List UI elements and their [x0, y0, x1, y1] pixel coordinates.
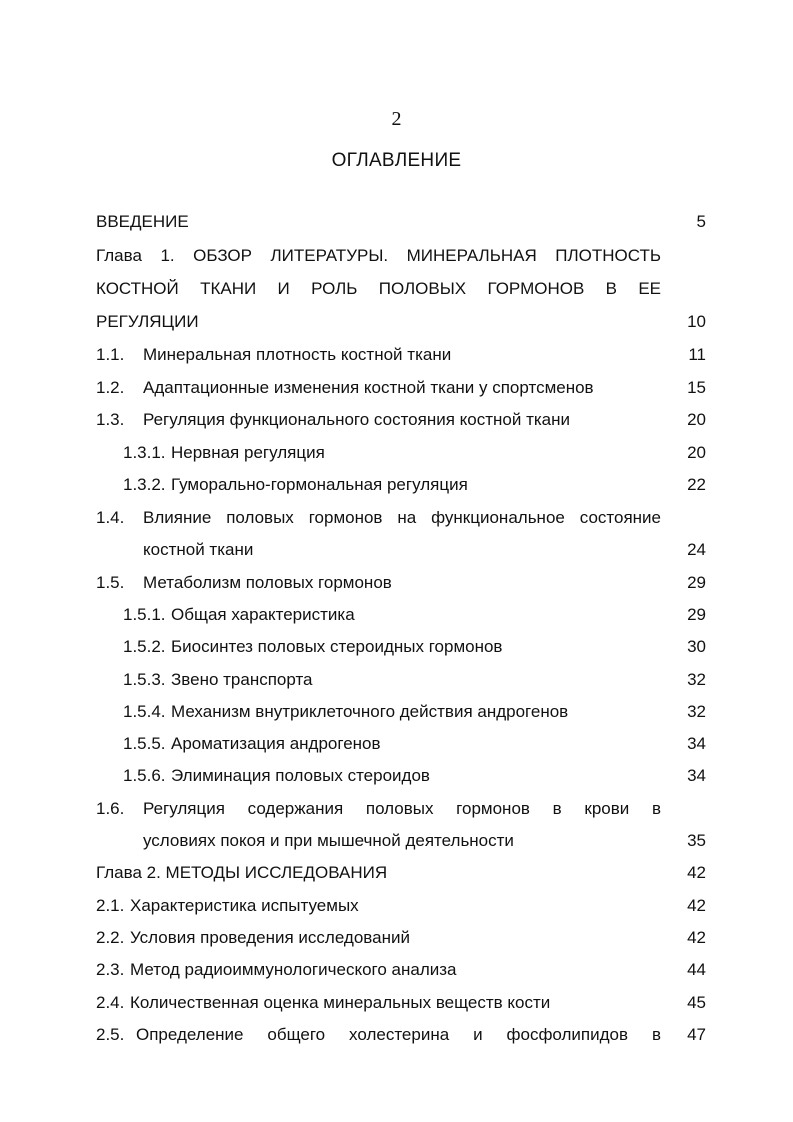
toc-entry-2-5	[0, 1025, 793, 1055]
toc-entry-number: 1.2.	[96, 378, 125, 397]
toc-entry-text: Общая характеристика	[171, 605, 355, 624]
toc-entry-2-2	[0, 928, 793, 958]
page-number: 2	[391, 108, 402, 130]
toc-title: ОГЛАВЛЕНИЕ	[331, 150, 462, 171]
toc-entry-text: Условия проведения исследований	[130, 928, 410, 947]
toc-entry-page: 42	[687, 863, 706, 882]
toc-entry-number: 1.3.2.	[123, 475, 166, 494]
toc-entry-number: 1.3.1.	[123, 443, 166, 462]
toc-entry-1-3-1	[0, 443, 793, 473]
toc-entry-text: Нервная регуляция	[171, 443, 325, 462]
toc-entry-page: 32	[687, 702, 706, 721]
toc-entry-1-2	[0, 378, 793, 408]
toc-entry-1-5-5	[0, 734, 793, 764]
toc-entry-text: Метод радиоиммунологического анализа	[130, 960, 457, 979]
toc-entry-text: Адаптационные изменения костной ткани у спортсменов	[143, 378, 594, 397]
toc-entry-text: Глава 2. МЕТОДЫ ИССЛЕДОВАНИЯ	[96, 863, 388, 882]
toc-entry-number: 2.1.	[96, 896, 125, 915]
toc-entry-text: Характеристика испытуемых	[130, 896, 359, 915]
toc-entry-chapter-2	[0, 863, 793, 893]
toc-entry-page: 30	[687, 637, 706, 656]
toc-entry-page: 34	[687, 766, 706, 785]
toc-entry-page: 29	[687, 573, 706, 592]
toc-entry-2-4	[0, 993, 793, 1023]
toc-entry-2-3	[0, 960, 793, 990]
toc-entry-page: 10	[687, 312, 706, 331]
toc-entry-text: Биосинтез половых стероидных гормонов	[171, 637, 503, 656]
toc-entry-page: 32	[687, 670, 706, 689]
toc-entry-1-1	[0, 345, 793, 375]
toc-entry-number: 2.5.	[96, 1025, 125, 1044]
toc-entry-page: 24	[687, 540, 706, 559]
toc-entry-text: Механизм внутриклеточного действия андрогенов	[171, 702, 569, 721]
toc-entry-text: Ароматизация андрогенов	[171, 734, 381, 753]
toc-entry-number: 1.5.	[96, 573, 125, 592]
toc-entry-chapter-1	[0, 246, 793, 276]
toc-entry-page: 22	[687, 475, 706, 494]
toc-entry-text: КОСТНОЙ ТКАНИ И РОЛЬ ПОЛОВЫХ ГОРМОНОВ В ЕЕ	[96, 279, 661, 298]
toc-entry-text: Глава 1. ОБЗОР ЛИТЕРАТУРЫ. МИНЕРАЛЬНАЯ ПЛОТНОСТЬ	[96, 246, 661, 265]
toc-entry-1-5-1	[0, 605, 793, 635]
toc-entry-page: 11	[688, 345, 706, 364]
toc-entry-number: 1.5.4.	[123, 702, 166, 721]
toc-entry-1-5-3	[0, 670, 793, 700]
toc-entry-number: 1.5.2.	[123, 637, 166, 656]
toc-entry-page: 20	[687, 410, 706, 429]
toc-entry-1-5-4	[0, 702, 793, 732]
toc-entry-1-6-cont	[0, 831, 793, 861]
toc-entry-text: Минеральная плотность костной ткани	[143, 345, 452, 364]
toc-entry-1-4	[0, 508, 793, 538]
toc-entry-page: 15	[687, 378, 706, 397]
toc-entry-page: 47	[687, 1025, 706, 1044]
toc-entry-1-5-2	[0, 637, 793, 667]
toc-entry-1-5	[0, 573, 793, 603]
toc-entry-text: Регуляция содержания половых гормонов в крови в	[143, 799, 661, 818]
toc-entry-text: Определение общего холестерина и фосфолипидов в	[136, 1025, 661, 1044]
toc-entry-number: 1.6.	[96, 799, 125, 818]
toc-entry-1-6	[0, 799, 793, 829]
toc-entry-page: 34	[687, 734, 706, 753]
toc-entry-2-1	[0, 896, 793, 926]
toc-entry-text: Количественная оценка минеральных веществ кости	[130, 993, 551, 1012]
toc-entry-text: ВВЕДЕНИЕ	[96, 212, 189, 231]
toc-entry-number: 1.5.6.	[123, 766, 166, 785]
toc-entry-page: 35	[687, 831, 706, 850]
toc-entry-text: Метаболизм половых гормонов	[143, 573, 392, 592]
toc-entry-text: Элиминация половых стероидов	[171, 766, 430, 785]
toc-entry-1-3	[0, 410, 793, 440]
toc-entry-number: 1.4.	[96, 508, 125, 527]
toc-entry-page: 42	[687, 896, 706, 915]
toc-entry-number: 2.2.	[96, 928, 125, 947]
toc-entry-page: 20	[687, 443, 706, 462]
toc-entry-page: 45	[687, 993, 706, 1012]
toc-entry-page: 44	[687, 960, 706, 979]
toc-entry-number: 1.5.3.	[123, 670, 166, 689]
toc-entry-number: 1.1.	[96, 345, 125, 364]
toc-entry-page: 42	[687, 928, 706, 947]
toc-entry-page: 29	[687, 605, 706, 624]
toc-entry-text: Влияние половых гормонов на функциональное состояние	[143, 508, 661, 527]
toc-entry-chapter-1-end	[0, 312, 793, 342]
toc-entry-text: Гуморально-гормональная регуляция	[171, 475, 468, 494]
toc-entry-text: Регуляция функционального состояния костной ткани	[143, 410, 571, 429]
toc-entry-text: Звено транспорта	[171, 670, 313, 689]
toc-entry-1-4-cont	[0, 540, 793, 570]
toc-entry-text: РЕГУЛЯЦИИ	[96, 312, 199, 331]
toc-entry-number: 1.3.	[96, 410, 125, 429]
toc-entry-page: 5	[696, 212, 706, 231]
toc-entry-1-5-6	[0, 766, 793, 796]
toc-entry-number: 1.5.5.	[123, 734, 166, 753]
toc-entry-number: 2.4.	[96, 993, 125, 1012]
toc-entry-introduction	[0, 212, 793, 242]
toc-entry-chapter-1-cont	[0, 279, 793, 309]
toc-entry-number: 1.5.1.	[123, 605, 166, 624]
toc-entry-number: 2.3.	[96, 960, 125, 979]
toc-entry-text: костной ткани	[143, 540, 254, 559]
toc-entry-text: условиях покоя и при мышечной деятельности	[143, 831, 514, 850]
toc-entry-1-3-2	[0, 475, 793, 505]
